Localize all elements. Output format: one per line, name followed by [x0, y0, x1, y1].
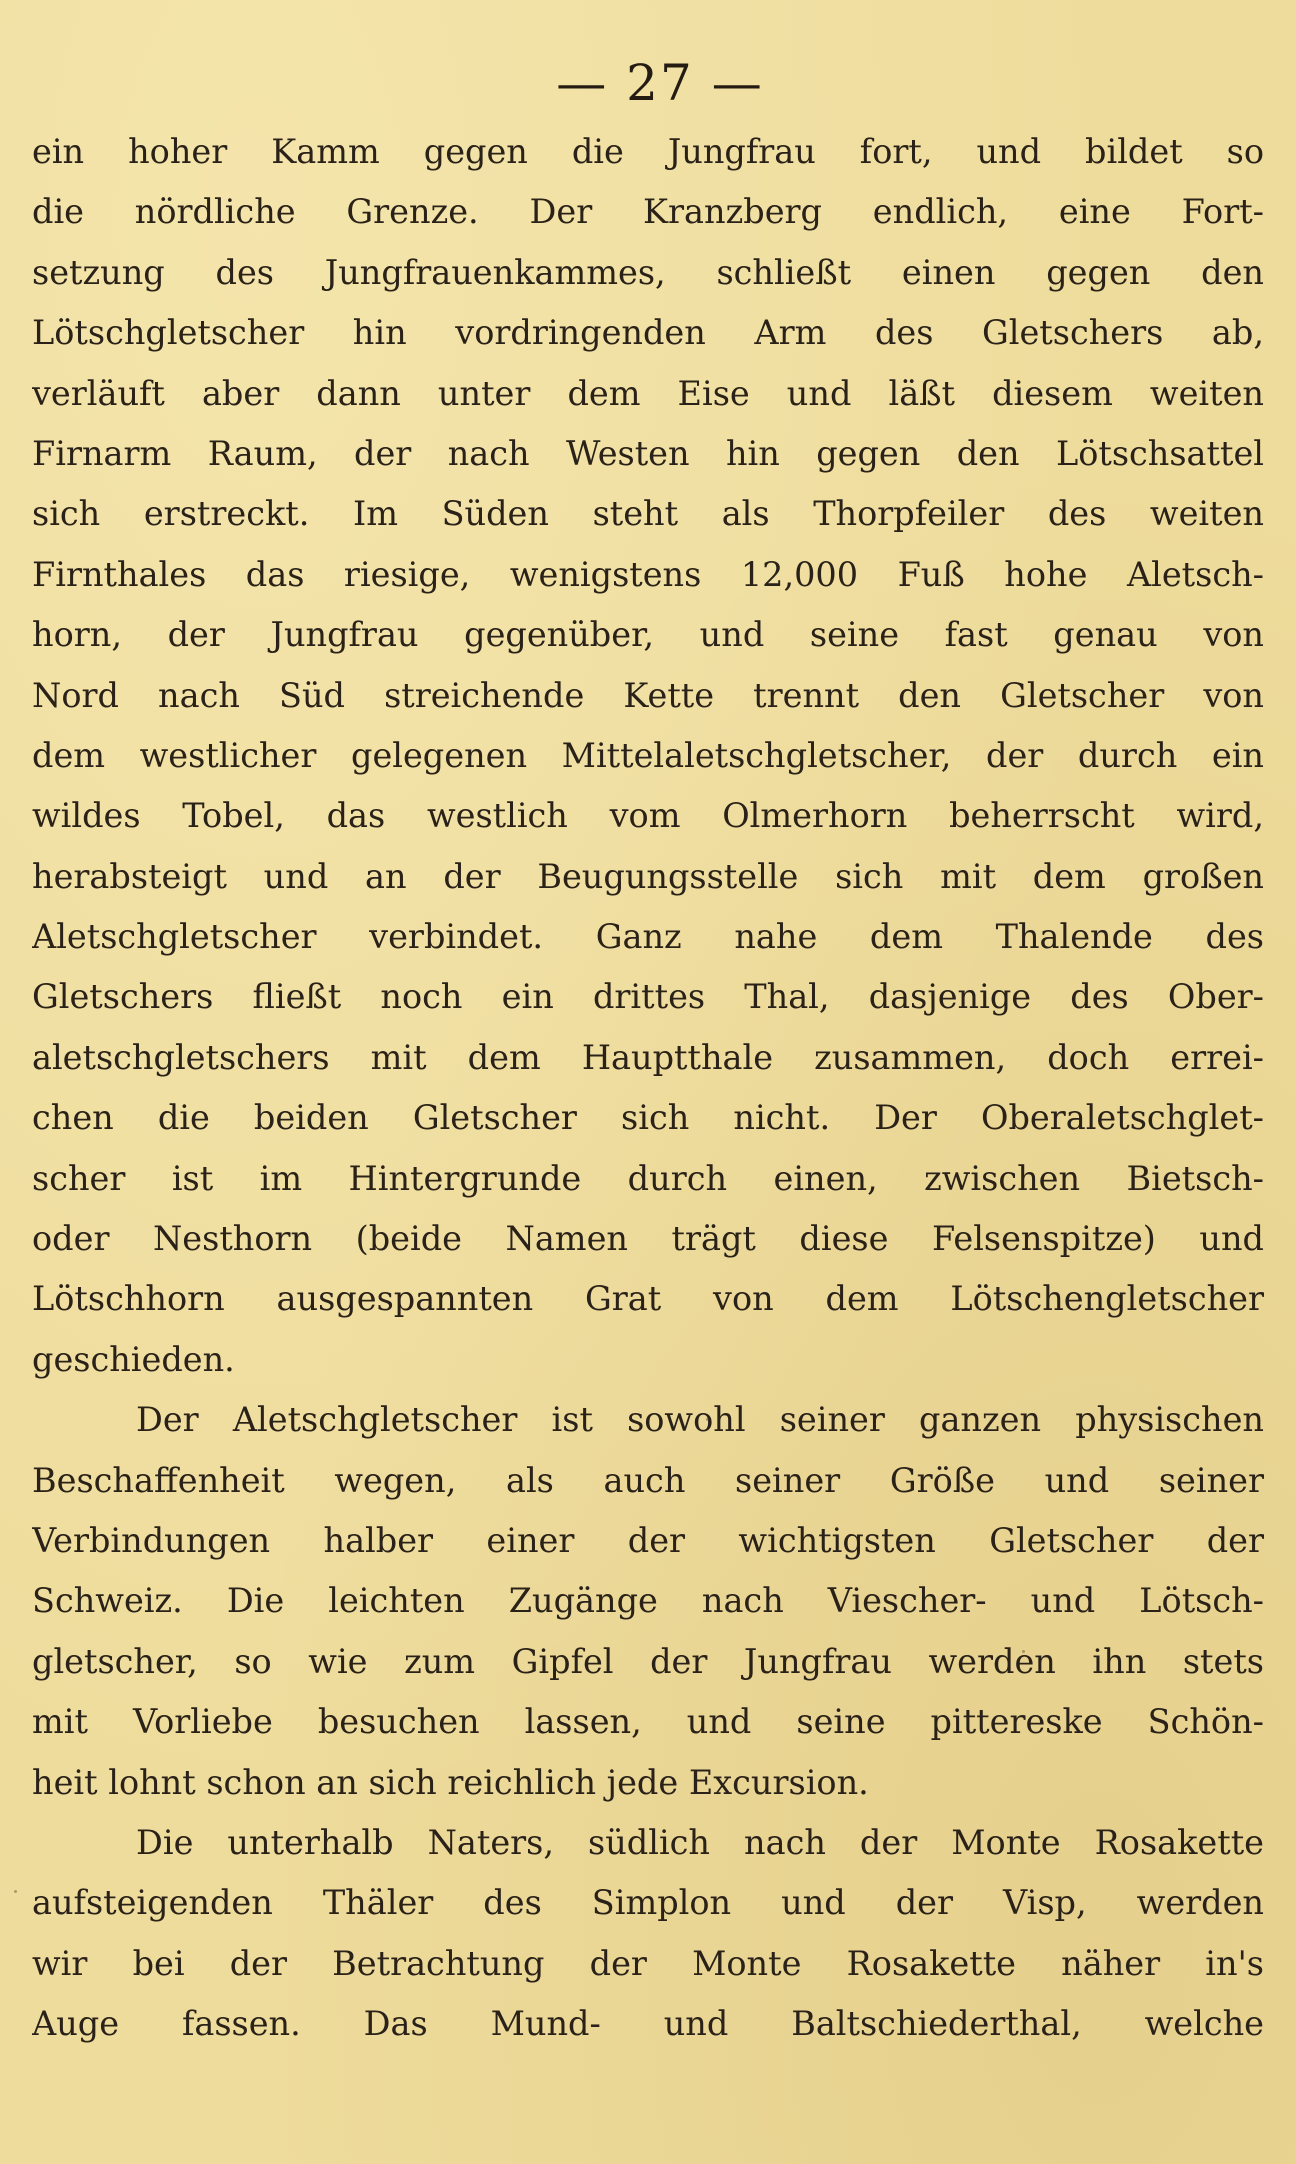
text-line: chen die beiden Gletscher sich nicht. Der Oberaletschglet-	[32, 1098, 1264, 1138]
text-line: Auge fassen. Das Mund- und Baltschiederthal, welche	[32, 2004, 1264, 2044]
text-line: Gletschers fließt noch ein drittes Thal, dasjenige des Ober-	[32, 977, 1264, 1017]
text-line: Lötschgletscher hin vordringenden Arm des Gletschers ab,	[32, 313, 1264, 353]
text-line: ein hoher Kamm gegen die Jungfrau fort, und bildet so	[32, 132, 1264, 171]
text-line: heit lohnt schon an sich reichlich jede Excursion.	[32, 1762, 869, 1802]
book-page	[32, 48, 1264, 2148]
text-line: mit Vorliebe besuchen lassen, und seine pittereske Schön-	[32, 1702, 1264, 1742]
text-line: gletscher, so wie zum Gipfel der Jungfrau werden ihn stets	[32, 1641, 1264, 1681]
text-line: die nördliche Grenze. Der Kranzberg endlich, eine Fort-	[32, 192, 1264, 232]
text-line: wildes Tobel, das westlich vom Olmerhorn beherrscht wird,	[32, 796, 1264, 836]
text-line: aletschgletschers mit dem Hauptthale zusammen, doch errei-	[32, 1037, 1264, 1077]
paper-speck	[706, 1418, 709, 1421]
text-line: Der Aletschgletscher ist sowohl seiner ganzen physischen	[136, 1400, 1264, 1440]
text-line: dem westlicher gelegenen Mittelaletschgletscher, der durch ein	[32, 735, 1264, 775]
text-line: Aletschgletscher verbindet. Ganz nahe dem Thalende des	[32, 917, 1264, 957]
text-line: Die unterhalb Naters, südlich nach der Monte Rosakette	[136, 1822, 1264, 1862]
text-line: Firnthales das riesige, wenigstens 12,000 Fuß hohe Aletsch-	[32, 554, 1264, 594]
text-line: aufsteigenden Thäler des Simplon und der Visp, werden	[32, 1883, 1264, 1923]
paper-speck	[14, 1890, 17, 1893]
text-line: verläuft aber dann unter dem Eise und läßt diesem weiten	[32, 373, 1264, 413]
text-line: Lötschhorn ausgespannten Grat von dem Lötschengletscher	[32, 1279, 1264, 1319]
text-line: sich erstreckt. Im Süden steht als Thorpfeiler des weiten	[32, 494, 1264, 534]
page-number: — 27 —	[556, 54, 764, 112]
text-line: scher ist im Hintergrunde durch einen, zwischen Bietsch-	[32, 1158, 1264, 1198]
text-line: oder Nesthorn (beide Namen trägt diese Felsenspitze) und	[32, 1219, 1264, 1259]
text-line: Beschaffenheit wegen, als auch seiner Größe und seiner	[32, 1460, 1264, 1500]
text-line: geschieden.	[32, 1339, 235, 1379]
body-text	[32, 122, 1264, 2055]
text-line: Verbindungen halber einer der wichtigsten Gletscher der	[32, 1520, 1264, 1560]
text-line: Firnarm Raum, der nach Westen hin gegen den Lötschsattel	[32, 433, 1264, 473]
text-line: Schweiz. Die leichten Zugänge nach Viescher- und Lötsch-	[32, 1581, 1264, 1621]
text-line: horn, der Jungfrau gegenüber, und seine fast genau von	[32, 615, 1264, 655]
text-line: herabsteigt und an der Beugungsstelle sich mit dem großen	[32, 856, 1264, 896]
text-line: wir bei der Betrachtung der Monte Rosakette näher in's	[32, 1943, 1264, 1983]
paper-speck	[1022, 1650, 1025, 1653]
text-line: setzung des Jungfrauenkammes, schließt einen gegen den	[32, 252, 1264, 292]
text-line: Nord nach Süd streichende Kette trennt den Gletscher von	[32, 675, 1264, 715]
